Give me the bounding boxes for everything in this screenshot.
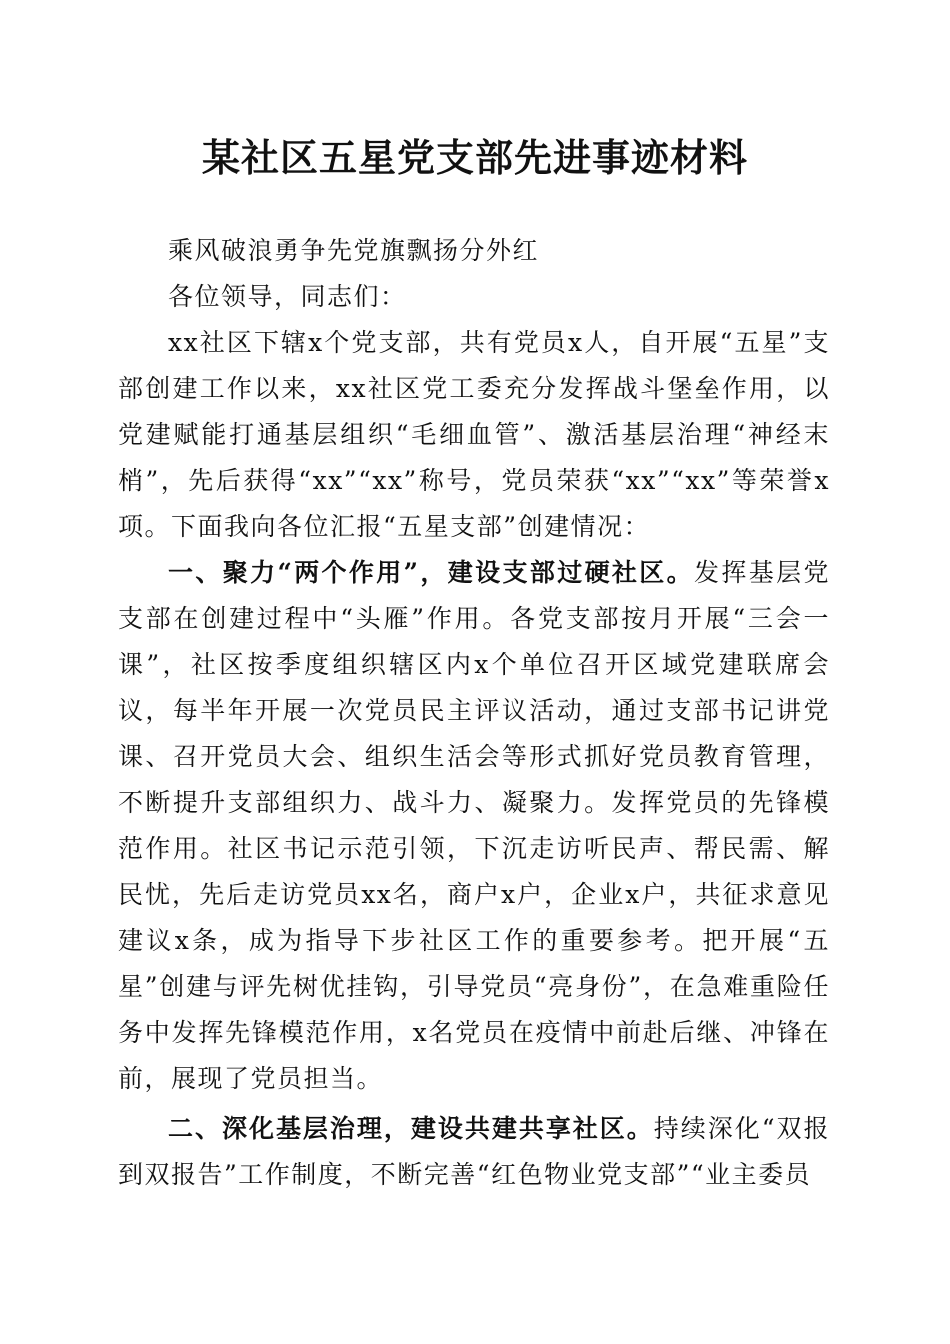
subtitle: 乘风破浪勇争先党旗飘扬分外红: [168, 236, 540, 265]
section-paragraph-1: [118, 550, 830, 1102]
section-text-2: 持续深化“双报到双报告”工作制度，不断完善“红色物业党支部”“业主委员: [118, 1114, 830, 1189]
greeting: 各位领导，同志们：: [168, 282, 407, 311]
section-text-1: 发挥基层党支部在创建过程中“头雁”作用。各党支部按月开展“三会一课”，社区按季度组织辖区内x个单位召开区域党建联席会议，每半年开展一次党员民主评议活动，通过支部书记讲党课、召开党员大会、组织生活会等形式抓好党员教育管理，不断提升支部组织力、战斗力、凝聚力。发挥党员的先锋模范作用。社区书记示范引领，下沉走访听民声、帮民需、解民忧，先后走访党员xx名，商户x户，企业x户，共征求意见建议x条，成为指导下步社区工作的重要参考。把开展“五星”创建与评先树优挂钩，引导党员“亮身份”，在急难重险任务中发挥先锋模范作用，x名党员在疫情中前赴后继、冲锋在前，展现了党员担当。: [118, 558, 830, 1093]
intro-paragraph: xx社区下辖x个党支部，共有党员x人，自开展“五星”支部创建工作以来，xx社区党工委充分发挥战斗堡垒作用，以党建赋能打通基层组织“毛细血管”、激活基层治理“神经末梢”，先后获得“xx”“xx”称号，党员荣获“xx”“xx”等荣誉x项。下面我向各位汇报“五星支部”创建情况：: [118, 328, 830, 541]
section-heading-1: 一、聚力“两个作用”，建设支部过硬社区。: [168, 558, 695, 587]
document-body: [118, 228, 830, 1198]
section-paragraph-2: [118, 1106, 830, 1198]
section-heading-2: 二、深化基层治理，建设共建共享社区。: [168, 1114, 654, 1143]
document-title: 某社区五星党支部先进事迹材料: [201, 135, 748, 180]
